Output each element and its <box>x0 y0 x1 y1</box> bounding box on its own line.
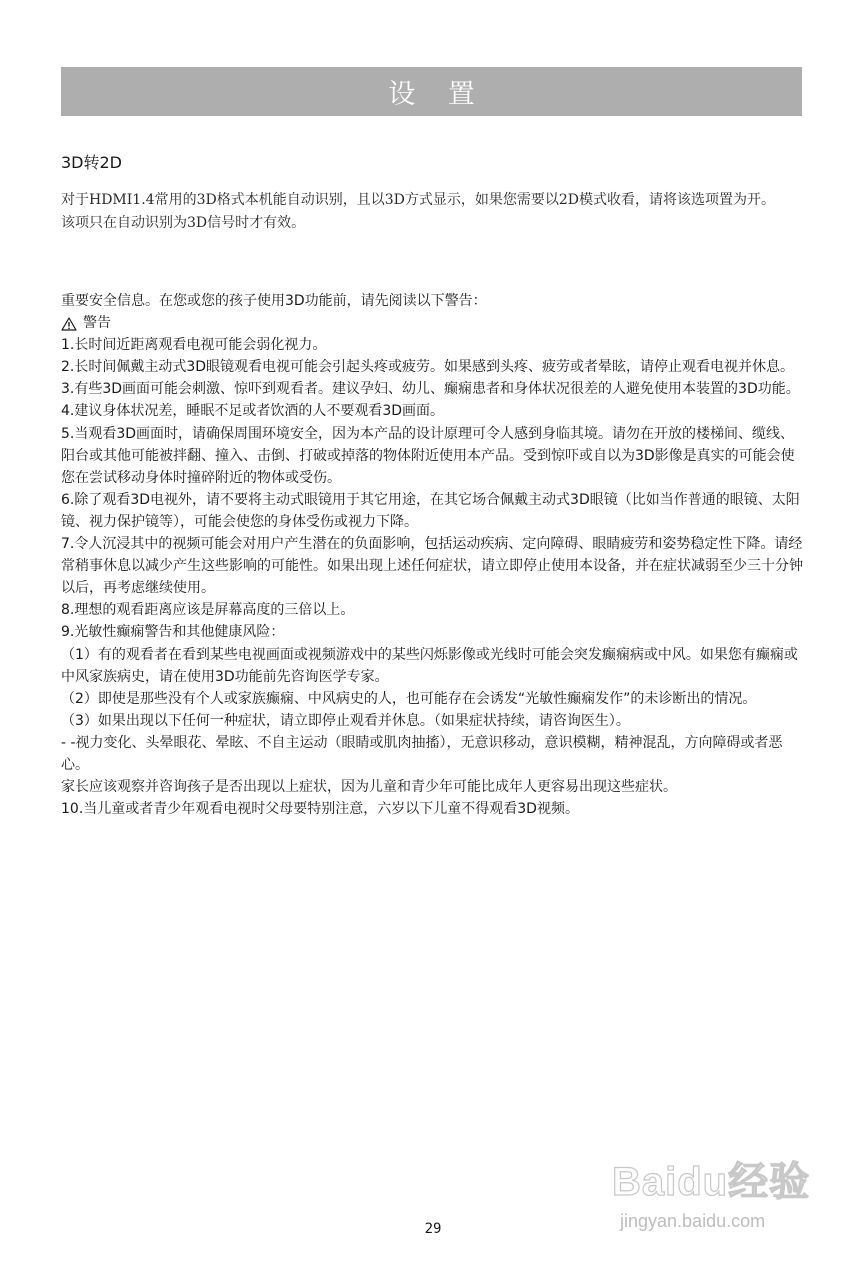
warning-item: 7.令人沉浸其中的视频可能会对用户产生潜在的负面影响，包括运动疾病、定向障碍、眼睛疲劳和姿势稳定性下降。请经常稍事休息以减少产生这些影响的可能性。如果出现上述任何症状，请立即停止使用本设备，并在症状减弱至少三十分钟以后，再考虑继续使用。 <box>61 536 803 597</box>
warning-item: 8.理想的观看距离应该是屏幕高度的三倍以上。 <box>61 602 355 619</box>
intro-paragraph: 对于HDMI1.4常用的3D格式本机能自动识别，且以3D方式显示，如果您需要以2D模式收看，请将该选项置为开。 <box>61 192 775 208</box>
safety-warning <box>61 290 803 820</box>
section-intro <box>61 189 803 235</box>
warning-item: （1）有的观看者在看到某些电视画面或视频游戏中的某些闪烁影像或光线时可能会突发癫痫病或中风。如果您有癫痫或中风家族病史，请在使用3D功能前先咨询医学专家。 <box>61 646 798 685</box>
warning-item: （2）即使是那些没有个人或家族癫痫、中风病史的人，也可能存在会诱发“光敏性癫痫发作”的未诊断出的情况。 <box>61 690 757 707</box>
warning-label: 警告 <box>83 315 111 332</box>
page-header-bar <box>61 67 802 116</box>
warning-item: 6.除了观看3D电视外，请不要将主动式眼镜用于其它用途，在其它场合佩戴主动式3D眼镜（比如当作普通的眼镜、太阳镜、视力保护镜等），可能会使您的身体受伤或视力下降。 <box>61 491 800 530</box>
warning-item: 9.光敏性癫痫警告和其他健康风险： <box>61 624 285 641</box>
intro-paragraph: 该项只在自动识别为3D信号时才有效。 <box>61 215 306 231</box>
watermark-url: jingyan.baidu.com <box>620 1211 766 1231</box>
watermark-logo: Baidu经验 <box>612 1160 811 1204</box>
warning-item: 家长应该观察并咨询孩子是否出现以上症状，因为儿童和青少年可能比成年人更容易出现这些症状。 <box>61 779 677 796</box>
warning-item: 1.长时间近距离观看电视可能会弱化视力。 <box>61 337 327 354</box>
warning-item: 10.当儿童或者青少年观看电视时父母要特别注意，六岁以下儿童不得观看3D视频。 <box>61 801 579 818</box>
warning-item: 5.当观看3D画面时，请确保周围环境安全，因为本产品的设计原理可令人感到身临其境。请勿在开放的楼梯间、缆线、阳台或其他可能被拌翻、撞入、击倒、打破或掉落的物体附近使用本产品。受到惊吓或自以为3D影像是真实的可能会使您在尝试移动身体时撞碎附近的物体或受伤。 <box>61 425 795 486</box>
warning-item: （3）如果出现以下任何一种症状，请立即停止观看并休息。（如果症状持续，请咨询医生）。 <box>61 712 630 729</box>
warning-item: 2.长时间佩戴主动式3D眼镜观看电视可能会引起头疼或疲劳。如果感到头疼、疲劳或者晕眩，请停止观看电视并休息。 <box>61 359 795 376</box>
section-title: 3D转2D <box>61 153 123 172</box>
page-title: 设 置 <box>388 79 487 110</box>
warning-item: 4.建议身体状况差，睡眠不足或者饮酒的人不要观看3D画面。 <box>61 403 445 420</box>
warning-heading <box>61 312 803 334</box>
page-number: 29 <box>424 1221 442 1237</box>
warning-triangle-icon <box>61 317 77 331</box>
warning-item: - -视力变化、头晕眼花、晕眩、不自主运动（眼睛或肌肉抽搐），无意识移动，意识模糊，精神混乱，方向障碍或者恶心。 <box>61 734 783 773</box>
warning-item: 3.有些3D画面可能会刺激、惊吓到观看者。建议孕妇、幼儿、癫痫患者和身体状况很差的人避免使用本装置的3D功能。 <box>61 381 800 398</box>
warning-intro: 重要安全信息。在您或您的孩子使用3D功能前，请先阅读以下警告： <box>61 293 487 309</box>
